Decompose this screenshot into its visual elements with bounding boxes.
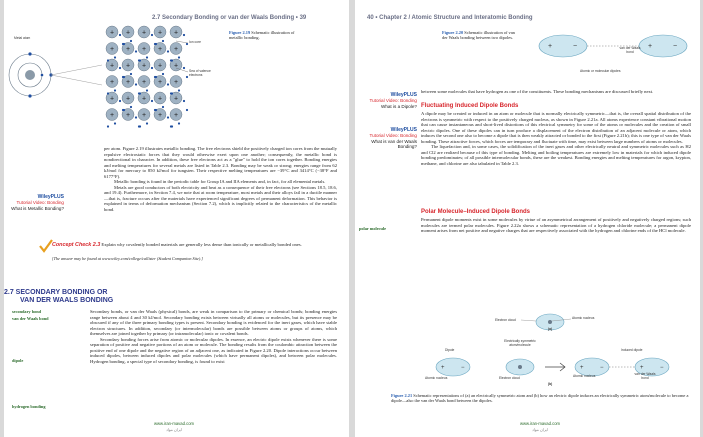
valence-electron bbox=[130, 106, 132, 108]
svg-text:+: + bbox=[141, 95, 147, 103]
ion-core bbox=[122, 59, 134, 71]
figure-part-b: (b) bbox=[548, 382, 553, 386]
ion-core-grid bbox=[106, 26, 182, 121]
valence-electron bbox=[107, 92, 109, 94]
ion-core bbox=[138, 109, 150, 121]
svg-text:−: − bbox=[600, 365, 604, 371]
intro-text: between some molecules that have hydrogen as one of the constituents. These bonding mechanisms are discussed briefly next. bbox=[421, 89, 654, 94]
valence-electron bbox=[167, 116, 169, 118]
valence-electron bbox=[171, 59, 173, 61]
running-head: 2.7 Secondary Bonding or van der Waals Bonding • 39 bbox=[152, 15, 307, 21]
svg-text:+: + bbox=[157, 62, 163, 70]
figure-2-19-metallic-bonding bbox=[4, 24, 254, 134]
dipole-label: Dipole bbox=[445, 348, 455, 352]
subheading-polar: Polar Molecule–Induced Dipole Bonds bbox=[421, 209, 531, 215]
margin-question: What is a Dipole? bbox=[380, 103, 417, 109]
valence-electron bbox=[178, 122, 180, 124]
svg-text:+: + bbox=[125, 29, 131, 37]
svg-text:+: + bbox=[173, 29, 179, 37]
dipole-b bbox=[436, 358, 470, 376]
svg-text:+: + bbox=[125, 62, 131, 70]
valence-electron bbox=[183, 34, 185, 36]
paragraph: per atom. Figure 2.19 illustrates metallic bonding. The free electrons shield the positively charged ion cores from the mutually repulsive electrostatic forces that they would otherwise exert upon one another; consequently, the metallic bond is nondirectional in character. In addition, these free electrons act as a "glue" to hold the ion cores together. Bonding energies and melting temperatures for several metals are listed in Table 2.3. Bonding may be weak or strong; energies range from 62 kJ/mol for mercury to 850 kJ/mol for tungsten. Their respective melting temperatures are −39°C and 3414°C (−38°F and 6177°F). bbox=[104, 146, 337, 179]
margin-question: What is van der Waals Bonding? bbox=[371, 138, 417, 150]
concept-check-answer[interactable]: [The answer may be found at www.wiley.com/college/callister (Student Companion Site).] bbox=[52, 256, 203, 261]
minus-sign: − bbox=[673, 43, 678, 50]
valence-electron bbox=[171, 92, 173, 94]
electron-sea-label: Sea of valence electrons bbox=[189, 69, 211, 77]
svg-text:+: + bbox=[141, 45, 147, 53]
induced-dipole-label: Induced dipole bbox=[621, 348, 643, 352]
figure-2-20-caption bbox=[442, 30, 516, 41]
caption-text: Schematic representations of (a) an electrically symmetric atom and (b) how an electric dipole induces an electrically symmetric atom/molecule to become a dipole—also the van der Waals bond between the dipoles. bbox=[391, 393, 689, 404]
svg-text:+: + bbox=[157, 95, 163, 103]
glossary-dipole: dipole bbox=[12, 358, 24, 363]
figure-2-20-vdw-dipoles bbox=[535, 28, 695, 74]
ion-core bbox=[122, 26, 134, 38]
svg-text:+: + bbox=[157, 29, 163, 37]
valence-electron bbox=[162, 40, 164, 42]
tutorial-video-link[interactable]: Tutorial Video: Bonding bbox=[16, 200, 64, 206]
fluctuating-text bbox=[421, 111, 691, 166]
footer-url[interactable]: www.iran-mavad.com bbox=[153, 421, 195, 426]
ion-core bbox=[106, 26, 118, 38]
valence-electron bbox=[146, 56, 148, 58]
ion-core bbox=[138, 26, 150, 38]
concept-check-text bbox=[52, 242, 338, 249]
glossary-polar-molecule: polar molecule bbox=[359, 226, 387, 231]
valence-electron bbox=[155, 76, 157, 78]
valence-electron bbox=[186, 76, 188, 78]
paragraph: Secondary bonds, or van der Waals (physical) bonds, are weak in comparison to the primary or chemical bonds; bonding energies range between about 4 and 30 kJ/mol. Secondary bonding exists between virtually all atoms or molecules, but its presence may be obscured if any of the three primary bonding types is present. Secondary bonding is evidenced for the inert gases, which have stable electron structures. In addition, secondary (or intermolecular) bonds are possible between atoms or groups of atoms, which themselves are joined together by primary (or intramolecular) ionic or covalent bonds. bbox=[90, 309, 337, 336]
svg-text:+: + bbox=[141, 111, 147, 119]
arrow-icon bbox=[545, 363, 565, 371]
valence-electron bbox=[139, 92, 141, 94]
svg-text:−: − bbox=[660, 365, 664, 371]
dipole-left bbox=[539, 35, 587, 57]
valence-electron bbox=[146, 89, 148, 91]
vdw-bond-label: van der Waals bond bbox=[619, 46, 641, 54]
left-page bbox=[4, 0, 349, 437]
valence-electron bbox=[167, 50, 169, 52]
section-title-line2: VAN DER WAALS BONDING bbox=[20, 297, 114, 304]
valence-electron bbox=[139, 125, 141, 127]
wileyplus-label: WileyPLUS bbox=[390, 127, 417, 133]
paragraph: The liquefaction and, in some cases, the solidification of the inert gases and other electrically neutral and symmetric molecules such as H2 and Cl2 are realized because of this type of bonding. Melting and boiling temperatures are extremely low in materials for which induced dipole bonding predominates; of all possible intermolecular bonds, these are the weakest. Bonding energies and melting temperatures for argon, krypton, methane, and chlorine are also tabulated in Table 2.3. bbox=[421, 144, 691, 166]
figure-number: Figure 2.21 bbox=[391, 393, 413, 398]
plus-sign: + bbox=[441, 365, 445, 371]
ion-core bbox=[106, 109, 118, 121]
tutorial-video-link[interactable]: Tutorial Video: Bonding bbox=[369, 98, 417, 104]
wileyplus-label: WileyPLUS bbox=[37, 194, 64, 200]
glossary-secondary-bond: secondary bond bbox=[12, 309, 42, 314]
tutorial-video-link[interactable]: Tutorial Video: Bonding bbox=[369, 133, 417, 139]
svg-text:+: + bbox=[157, 45, 163, 53]
valence-electron bbox=[114, 89, 116, 91]
valence-electron bbox=[155, 43, 157, 45]
figure-2-19-caption bbox=[229, 30, 301, 41]
svg-text:+: + bbox=[640, 365, 644, 371]
secondary-bonding-text bbox=[90, 309, 337, 364]
metal-atom-label: Metal atom bbox=[14, 36, 31, 40]
valence-electron bbox=[139, 59, 141, 61]
svg-text:+: + bbox=[125, 45, 131, 53]
plus-sign: + bbox=[648, 43, 653, 50]
valence-electron bbox=[119, 34, 121, 36]
svg-text:+: + bbox=[141, 29, 147, 37]
valence-electron bbox=[186, 109, 188, 111]
running-head: 40 • Chapter 2 / Atomic Structure and Interatomic Bonding bbox=[367, 15, 533, 21]
valence-electron bbox=[114, 122, 116, 124]
valence-electron bbox=[151, 67, 153, 69]
right-page bbox=[355, 0, 700, 437]
figure-number: Figure 2.20 bbox=[442, 30, 464, 35]
glossary-vdw-bond: van der Waals bond bbox=[12, 316, 49, 321]
svg-text:+: + bbox=[125, 111, 131, 119]
electron-cloud-label: Electron cloud bbox=[495, 318, 516, 322]
paragraph: Secondary bonding forces arise from atomic or molecular dipoles. In essence, an electric dipole exists whenever there is some separation of positive and negative portions of an atom or molecule. The bonding results from the coulombic attraction between the positive end of one dipole and the negative region of an adjacent one, as indicated in Figure 2.20. Dipole interactions occur between induced dipoles, between induced dipoles and polar molecules (which have permanent dipoles), and between polar molecules. Hydrogen bonding, a special type of secondary bonding, is found to exist bbox=[90, 336, 337, 364]
paragraph: Metals are good conductors of both electricity and heat as a consequence of their free electrons (see Sections 18.5, 18.6, and 19.4). Furthermore, in Section 7.4, we note that at room temperature, most metals and their alloys fail in a ductile manner—that is, fracture occurs after the materials have experienced significant degrees of permanent deformation. This behavior is explained in terms of deformation mechanism (Section 7.2), which is implicitly related to the characteristics of the metallic bond. bbox=[104, 184, 337, 212]
svg-text:+: + bbox=[173, 62, 179, 70]
ion-core bbox=[138, 43, 150, 55]
plus-sign: + bbox=[548, 43, 553, 50]
valence-electron bbox=[123, 109, 125, 111]
metal-atom-icon bbox=[9, 52, 53, 97]
footer-url-sub: ايران مواد bbox=[532, 428, 548, 432]
svg-text:+: + bbox=[109, 45, 115, 53]
svg-text:+: + bbox=[125, 95, 131, 103]
valence-electron bbox=[135, 83, 137, 85]
minus-sign: − bbox=[573, 43, 578, 50]
caption-text: Schematic illustration of metallic bonding. bbox=[229, 30, 295, 41]
valence-electron bbox=[130, 73, 132, 75]
figure-2-21-induced-dipoles bbox=[395, 310, 695, 395]
valence-electron bbox=[114, 56, 116, 58]
margin-wileyplus-2 bbox=[359, 128, 417, 150]
ion-core bbox=[106, 43, 118, 55]
figure-2-21-caption bbox=[391, 393, 691, 404]
valence-electron bbox=[183, 100, 185, 102]
atomic-nucleus-label: Atomic nucleus bbox=[425, 376, 448, 380]
dipole-label: Atomic or molecular dipoles bbox=[580, 69, 621, 73]
concept-check-question: Explain why covalently bonded materials are generally less dense than ionically or metallically bonded ones. bbox=[101, 242, 302, 247]
svg-text:+: + bbox=[109, 29, 115, 37]
svg-text:+: + bbox=[109, 95, 115, 103]
svg-text:+: + bbox=[173, 95, 179, 103]
caption-text: Schematic illustration of van der Waals bonding between two dipoles. bbox=[442, 30, 515, 41]
valence-electron bbox=[151, 100, 153, 102]
margin-wileyplus-1 bbox=[359, 93, 417, 109]
valence-electron bbox=[123, 76, 125, 78]
paragraph: A dipole may be created or induced in an atom or molecule that is normally electrically symmetric—that is, the overall spatial distribution of the electrons is symmetric with respect to the positively charged nucleus, as shown in Figure 2.21a. All atoms experience constant vibrational motion that can cause instantaneous and short-lived distortions of this electrical symmetry for some of the atoms or molecules and the creation of small electric dipoles. One of these dipoles can in turn produce a displacement of the electron distribution of an adjacent molecule or atom, which induces the second one also to become a dipole that is then weakly attracted or bonded to the first (Figure 2.21b); this is one type of van der Waals bonding. These attractive forces, which forces are temporary and fluctuate with time, may exist between large numbers of atoms or molecules. bbox=[421, 111, 691, 144]
svg-text:+: + bbox=[173, 78, 179, 86]
vdw-bond-label: van der Waals bond bbox=[634, 372, 656, 380]
svg-text:+: + bbox=[109, 78, 115, 86]
valence-electron bbox=[162, 106, 164, 108]
ion-core bbox=[154, 59, 166, 71]
valence-electron bbox=[119, 100, 121, 102]
valence-electron bbox=[107, 125, 109, 127]
valence-electron bbox=[107, 59, 109, 61]
ion-core-label: Ion core bbox=[189, 40, 201, 44]
margin-wileyplus bbox=[8, 195, 64, 211]
valence-electron bbox=[183, 67, 185, 69]
valence-electron bbox=[130, 40, 132, 42]
ion-core bbox=[170, 26, 182, 38]
section-heading bbox=[4, 289, 113, 305]
ion-core bbox=[122, 92, 134, 104]
concept-check-box bbox=[38, 240, 338, 266]
valence-electron bbox=[155, 109, 157, 111]
svg-text:+: + bbox=[125, 78, 131, 86]
ion-core bbox=[154, 92, 166, 104]
footer-url-sub: ايران مواد bbox=[166, 428, 182, 432]
footer-url[interactable]: www.iran-mavad.com bbox=[519, 421, 561, 426]
svg-text:+: + bbox=[109, 62, 115, 70]
electron-cloud-label: Electron cloud bbox=[499, 376, 520, 380]
valence-electron bbox=[151, 34, 153, 36]
wileyplus-label: WileyPLUS bbox=[390, 92, 417, 98]
svg-text:+: + bbox=[580, 365, 584, 371]
ion-core bbox=[170, 76, 182, 88]
atomic-nucleus-label: Atomic nucleus bbox=[572, 316, 595, 320]
valence-electron bbox=[123, 43, 125, 45]
margin-question: What is Metallic Bonding? bbox=[11, 205, 64, 211]
symmetric-atom-b bbox=[506, 359, 534, 375]
section-title-line1: 2.7 SECONDARY BONDING OR bbox=[4, 289, 108, 296]
ion-core bbox=[138, 76, 150, 88]
valence-electron bbox=[186, 43, 188, 45]
ion-core bbox=[170, 43, 182, 55]
glossary-hydrogen-bonding: hydrogen bonding bbox=[12, 404, 46, 409]
svg-text:+: + bbox=[157, 111, 163, 119]
metallic-bonding-text bbox=[104, 146, 337, 212]
valence-electron bbox=[119, 67, 121, 69]
valence-electron bbox=[135, 50, 137, 52]
svg-text:+: + bbox=[157, 78, 163, 86]
valence-electron bbox=[135, 116, 137, 118]
valence-electron bbox=[146, 122, 148, 124]
figure-part-a: (a) bbox=[548, 327, 553, 331]
svg-text:+: + bbox=[173, 45, 179, 53]
svg-text:+: + bbox=[141, 62, 147, 70]
ion-core bbox=[154, 26, 166, 38]
ion-core bbox=[106, 76, 118, 88]
symmetric-atom-label: Electrically symmetric atom/molecule bbox=[504, 339, 536, 347]
figure-number: Figure 2.19 bbox=[229, 30, 251, 35]
valence-electron bbox=[162, 73, 164, 75]
valence-electron bbox=[167, 83, 169, 85]
paragraph: Metallic bonding is found in the periodic table for Group IA and IIA elements and, in fact, for all elemental metals. bbox=[114, 179, 326, 184]
svg-text:+: + bbox=[109, 111, 115, 119]
dipole-right bbox=[639, 35, 687, 57]
concept-check-title: Concept Check 2.3 bbox=[52, 242, 101, 248]
valence-electron bbox=[178, 56, 180, 58]
svg-text:+: + bbox=[173, 111, 179, 119]
subheading-fluctuating: Fluctuating Induced Dipole Bonds bbox=[421, 103, 519, 109]
svg-text:+: + bbox=[141, 78, 147, 86]
minus-sign: − bbox=[461, 365, 465, 371]
valence-electron bbox=[178, 89, 180, 91]
valence-electron bbox=[171, 125, 173, 127]
polar-text: Permanent dipole moments exist in some molecules by virtue of an asymmetrical arrangement of positively and negatively charged regions; such molecules are termed polar molecules. Figure 2.22a shows a schematic representation of a hydrogen chloride molecule; a permanent dipole moment arises from net positive and negative charges that are respectively associated with the hydrogen and chlorine ends of the HCl molecule. bbox=[421, 217, 691, 233]
ion-core bbox=[170, 109, 182, 121]
atomic-nucleus-label: Atomic nucleus bbox=[573, 374, 596, 378]
